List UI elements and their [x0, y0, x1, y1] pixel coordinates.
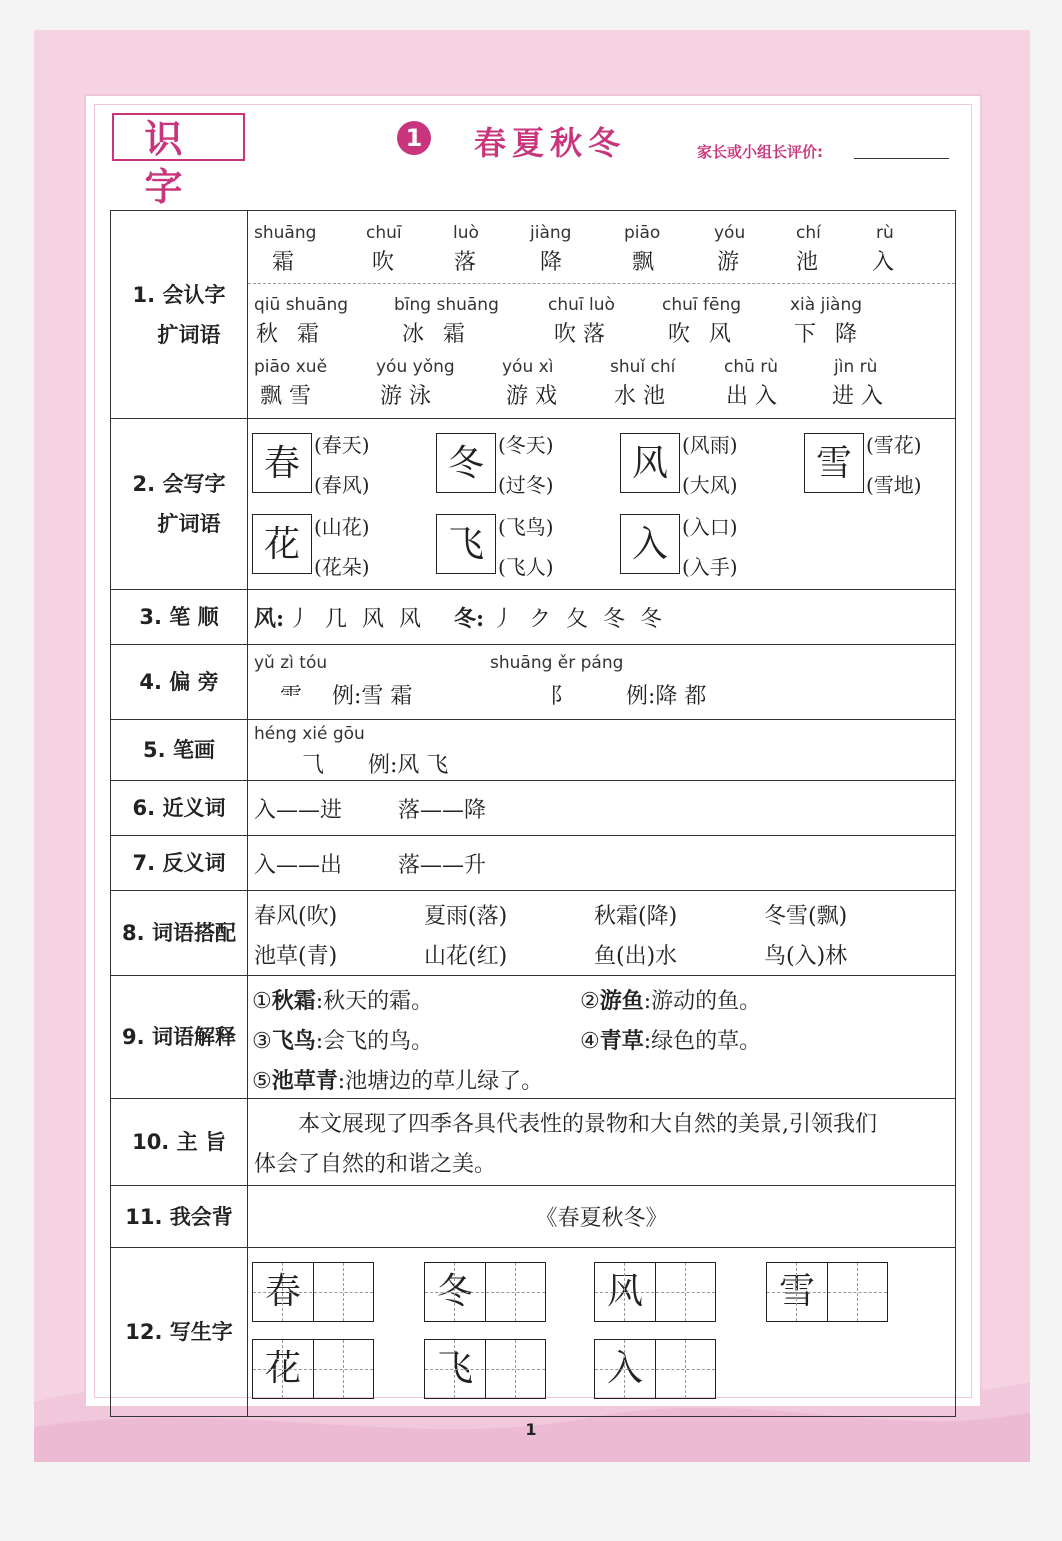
definition: :池塘边的草儿绿了。	[337, 1069, 544, 1094]
row-antonyms	[111, 836, 956, 891]
collocation: 池草(青)	[254, 944, 338, 969]
hanzi: 游 戏	[506, 384, 557, 409]
item-number: ⑤	[252, 1069, 272, 1094]
hanzi: 池	[796, 250, 819, 275]
pinyin: héng xié gōu	[254, 724, 365, 744]
row-recognize-chars	[111, 211, 956, 419]
main-idea-line: 体会了自然的和谐之美。	[254, 1152, 497, 1177]
hanzi: 吹 落	[554, 322, 605, 347]
practice-grid[interactable]	[766, 1262, 888, 1322]
word-pair: 落——升	[398, 853, 487, 878]
char-box: 风	[620, 433, 680, 493]
hanzi: 吹 风	[668, 322, 737, 347]
pinyin: qiū shuāng	[254, 295, 349, 315]
row-label: 3. 笔 顺	[111, 590, 248, 645]
pinyin: piāo xuě	[254, 357, 328, 377]
char-box: 冬	[436, 433, 496, 493]
pinyin: luò	[453, 223, 479, 243]
hanzi: 降	[540, 250, 563, 275]
row-write-practice	[111, 1248, 956, 1417]
collocation: 山花(红)	[424, 944, 508, 969]
word: (飞鸟)	[498, 515, 554, 539]
row-label-line: 1. 会认字	[132, 282, 226, 307]
item-number: ①	[252, 989, 272, 1014]
practice-grid[interactable]	[594, 1339, 716, 1399]
stroke-sequence: 丿 ク 夂 冬 冬	[492, 607, 666, 632]
pinyin: yóu xì	[502, 357, 554, 377]
antonym-content	[248, 836, 955, 890]
word-pair: 入——出	[254, 853, 343, 878]
row-label: 11. 我会背	[111, 1186, 248, 1248]
pinyin: jiàng	[530, 223, 572, 243]
term: 青草	[599, 1028, 644, 1054]
row-definitions	[111, 976, 956, 1099]
collocation: 夏雨(落)	[424, 904, 508, 929]
char-head: 冬:	[454, 606, 485, 632]
row-label	[111, 419, 248, 590]
practice-char: 花	[264, 1348, 301, 1389]
item-number: ④	[580, 1029, 600, 1054]
char-box: 春	[252, 433, 312, 493]
pinyin: rù	[876, 223, 894, 243]
char-box: 入	[620, 514, 680, 574]
main-idea-line: 本文展现了四季各具代表性的景物和大自然的美景,引领我们	[298, 1112, 877, 1137]
row-synonyms	[111, 781, 956, 836]
row-label: 12. 写生字	[111, 1248, 248, 1417]
term: 游鱼	[599, 988, 644, 1014]
hanzi: 水 池	[614, 384, 665, 409]
row-label-line: 扩词语	[157, 322, 221, 347]
hanzi: 下 降	[794, 322, 863, 347]
practice-grid[interactable]	[252, 1262, 374, 1322]
evaluation-blank[interactable]	[854, 158, 949, 159]
pinyin: yǔ zì tóu	[254, 653, 328, 673]
row-label-line: 扩词语	[157, 512, 221, 536]
word: (花朵)	[314, 555, 370, 579]
word: (风雨)	[682, 433, 738, 457]
term: 秋霜	[271, 988, 316, 1014]
write-content	[248, 419, 955, 589]
definition: :绿色的草。	[643, 1029, 762, 1054]
pinyin: yóu	[714, 223, 746, 243]
practice-content	[248, 1248, 955, 1416]
item-number: ②	[580, 989, 600, 1014]
radical-content	[248, 645, 955, 719]
hanzi: 游	[717, 250, 740, 275]
stroke-content	[248, 720, 955, 780]
evaluation-label: 家长或小组长评价:	[697, 143, 823, 161]
practice-char: 飞	[436, 1348, 473, 1389]
hanzi: 入	[872, 250, 895, 275]
hanzi: 飘	[632, 250, 655, 275]
word: (过冬)	[498, 473, 554, 497]
hanzi: 秋 霜	[256, 322, 325, 347]
word: (飞人)	[498, 555, 554, 579]
pinyin: chuī fēng	[662, 295, 742, 315]
word: (入手)	[682, 555, 738, 579]
hanzi: 出 入	[726, 384, 777, 409]
pinyin: yóu yǒng	[376, 357, 455, 377]
row-collocation	[111, 891, 956, 976]
hanzi: 吹	[372, 250, 395, 275]
hanzi: 霜	[272, 250, 295, 275]
pinyin: xià jiàng	[790, 295, 863, 315]
row-radical	[111, 645, 956, 720]
pinyin: chí	[796, 223, 821, 243]
page-number: 1	[525, 1420, 537, 1439]
char-box: 飞	[436, 514, 496, 574]
word-pair: 落——降	[398, 798, 487, 823]
word: (山花)	[314, 515, 370, 539]
hanzi: 冰 霜	[402, 322, 471, 347]
row-label: 9. 词语解释	[111, 976, 248, 1099]
word: (大风)	[682, 473, 738, 497]
word: (春天)	[314, 433, 370, 457]
collocation: 鱼(出)水	[594, 944, 678, 969]
hanzi: 落	[454, 250, 477, 275]
collocation: 冬雪(飘)	[764, 904, 848, 929]
row-label-line: 2. 会写字	[132, 472, 226, 496]
char-box: 雪	[804, 433, 864, 493]
word: (冬天)	[498, 433, 554, 457]
lesson-title: 春夏秋冬	[474, 124, 627, 162]
pinyin: chū rù	[724, 357, 779, 377]
hanzi: 游 泳	[380, 384, 431, 409]
recognize-content	[248, 211, 955, 418]
practice-char: 冬	[436, 1271, 473, 1312]
radical: ⻗	[280, 684, 303, 709]
practice-grid[interactable]	[252, 1339, 374, 1399]
word: (雪地)	[866, 473, 922, 497]
row-recite	[111, 1186, 956, 1248]
definition: :游动的鱼。	[643, 989, 762, 1014]
item-number: ③	[252, 1029, 272, 1054]
collocation: 鸟(入)林	[764, 944, 848, 969]
definition: :会飞的鸟。	[315, 1029, 434, 1054]
definition: :秋天的霜。	[315, 989, 434, 1014]
practice-grid[interactable]	[424, 1339, 546, 1399]
practice-char: 风	[606, 1271, 643, 1312]
row-stroke-order	[111, 590, 956, 645]
row-label: 5. 笔画	[111, 720, 248, 781]
pinyin: chuī	[366, 223, 402, 243]
example: 例:降 都	[626, 684, 707, 709]
word: (雪花)	[866, 433, 922, 457]
pinyin: chuī luò	[548, 295, 615, 315]
practice-grid[interactable]	[594, 1262, 716, 1322]
row-label	[111, 211, 248, 419]
row-label: 6. 近义词	[111, 781, 248, 836]
word: (春风)	[314, 473, 370, 497]
pinyin: jìn rù	[834, 357, 878, 377]
hanzi: 飘 雪	[260, 384, 311, 409]
synonym-content	[248, 781, 955, 835]
example: 例:雪 霜	[332, 684, 413, 709]
definition-content	[248, 976, 955, 1098]
row-label: 7. 反义词	[111, 836, 248, 891]
stroke: ⺄	[302, 753, 325, 778]
collocation: 秋霜(降)	[594, 904, 678, 929]
word: (入口)	[682, 515, 738, 539]
collocation: 春风(吹)	[254, 904, 338, 929]
row-write-chars	[111, 419, 956, 590]
example: 例:风 飞	[368, 753, 449, 778]
term: 飞鸟	[271, 1028, 316, 1054]
char-box: 花	[252, 514, 312, 574]
word-pair: 入——进	[254, 798, 343, 823]
pinyin: bīng shuāng	[394, 295, 499, 315]
char-head: 风:	[254, 606, 285, 632]
stroke-order-content	[248, 590, 955, 644]
hanzi: 进 入	[832, 384, 883, 409]
pinyin: piāo	[624, 223, 661, 243]
practice-char: 春	[264, 1271, 301, 1312]
practice-char: 雪	[778, 1271, 815, 1312]
row-main-idea	[111, 1099, 956, 1186]
practice-grid[interactable]	[424, 1262, 546, 1322]
recite-title: 《春夏秋冬》	[535, 1206, 668, 1231]
stroke-sequence: 丿 几 风 风	[288, 607, 425, 632]
collocation-content	[248, 891, 955, 975]
term: 池草青	[271, 1068, 338, 1094]
practice-char: 入	[606, 1348, 643, 1389]
radical: 阝	[550, 684, 573, 709]
row-label: 8. 词语搭配	[111, 891, 248, 976]
main-idea-content	[248, 1099, 955, 1185]
pinyin: shuǐ chí	[610, 357, 676, 377]
row-label: 10. 主 旨	[111, 1099, 248, 1186]
row-label: 4. 偏 旁	[111, 645, 248, 720]
pinyin: shuāng ěr páng	[490, 653, 624, 673]
lesson-tag: 识 字	[112, 113, 245, 161]
lesson-number: 1	[397, 121, 431, 155]
study-table	[110, 210, 956, 1417]
row-stroke	[111, 720, 956, 781]
pinyin: shuāng	[254, 223, 317, 243]
